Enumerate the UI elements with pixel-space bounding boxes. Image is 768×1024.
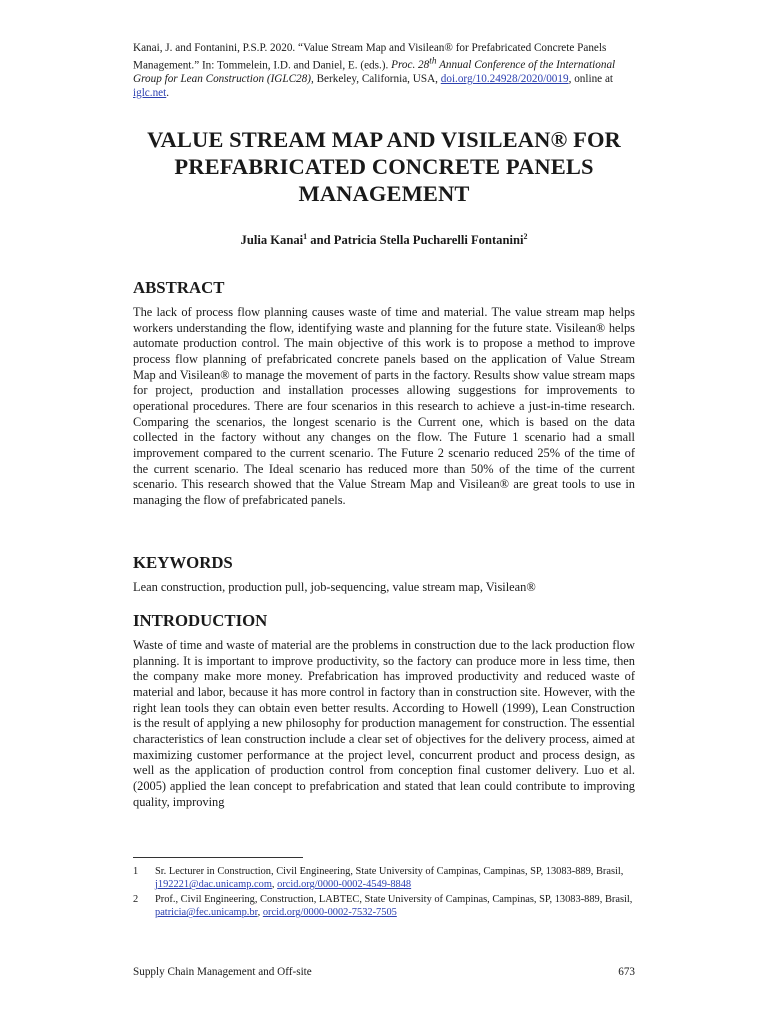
email-link[interactable]: patricia@fec.unicamp.br <box>155 907 258 919</box>
keywords-heading: KEYWORDS <box>133 553 233 572</box>
footnote-1: 1 Sr. Lecturer in Construction, Civil Engineering, State University of Campinas, Campinas, SP, 13083-889, Brasil, j192221@dac.unicamp.com, orcid.org/0000-0002-4549-8848 <box>133 866 624 891</box>
orcid-link[interactable]: orcid.org/0000-0002-4549-8848 <box>277 879 412 891</box>
footnote-ref-1: 1 <box>303 232 308 241</box>
footnote-number: 2 <box>133 894 139 905</box>
email-link[interactable]: j192221@dac.unicamp.com <box>155 879 272 891</box>
doi-link[interactable]: doi.org/10.24928/2020/0019 <box>440 72 569 85</box>
running-footer: Supply Chain Management and Off-site <box>133 966 312 978</box>
footnote-number: 1 <box>133 866 139 877</box>
introduction-heading: INTRODUCTION <box>133 611 268 630</box>
citation-header: Kanai, J. and Fontanini, P.S.P. 2020. “Value Stream Map and Visilean® for Prefabricated Concrete Panels Management.” In: Tommelein, I.D. and Daniel, E. (eds.). Proc. 28th Annual Conference of the International Group for Lean Construction (IGLC28), Berkeley, California, USA, doi.org/10.24928/2020/0019, online at iglc.net. <box>133 42 616 99</box>
footnote-2: 2 Prof., Civil Engineering, Construction, LABTEC, State University of Campinas, Campinas, SP, 13083-889, Brasil, patricia@fec.unicamp.br, orcid.org/0000-0002-7532-7505 <box>133 894 633 919</box>
orcid-link[interactable]: orcid.org/0000-0002-7532-7505 <box>262 907 397 919</box>
introduction-text: Waste of time and waste of material are the problems in construction due to the lack production flow planning. It is important to improve productivity, so the factory can produce more in less time, then the company make more money. Prefabrication has improved productivity and reduced waste of material and labor, because it has more control in factory than in construction site. However, with the right lean tools they can obtain even better results. According to Howell (1999), Lean Construction is the result of applying a new philosophy for production management for construction. The essential characteristics of lean construction include a clear set of objectives for the delivery process, aimed at maximizing customer performance at the project level, concurrent product and process design, as well as the application of production control from conception final customer delivery. Luo et al. (2005) applied the lean concept to prefabrication and stated that lean could contribute to improving quality, improving <box>133 638 635 809</box>
keywords-text: Lean construction, production pull, job-sequencing, value stream map, Visilean® <box>133 580 536 594</box>
proceedings-name: Proc. 28th Annual Conference of the International Group for Lean Construction (IGLC28), <box>133 56 616 85</box>
citation-text: Kanai, J. and Fontanini, P.S.P. 2020. “Value Stream Map and Visilean® for Prefabricated Concrete Panels Management.” In: Tommelein, I.D. and Daniel, E. (eds.). <box>133 42 607 72</box>
iglc-link[interactable]: iglc.net <box>133 86 167 99</box>
citation-location: Berkeley, California, USA, <box>313 72 441 85</box>
abstract-heading: ABSTRACT <box>133 278 225 297</box>
authors: Julia Kanai$^1$ and Patricia Stella Pucharelli Fontanini$^2$ <box>240 232 528 248</box>
abstract-text: The lack of process flow planning causes waste of time and material. The value stream map helps workers understanding the flow, identifying waste and planning for the future state. Visilean® helps automate production control. The main objective of this work is to propose a method to improve process flow planning of prefabricated concrete panels based on the application of Value Stream Map and Visilean® to manage the movement of parts in the factory. Results show value stream maps for project, production and installation processes allowing suggestions for improvements to operational procedures. There are four scenarios in this research to achieve a just-in-time research. Comparing the scenarios, the longest scenario is the Current one, which is based on the data collected in the factory without any changes on the flow. The Future 1 scenario had a small improvement compared to the current scenario. The Future 2 scenario reduced 25% of the time of the current scenario. The Ideal scenario has reduced more than 50% of the time of the current scenario. This research showed that the Value Stream Map and Visilean® are great tools to use in managing the flow of prefabricated panels. <box>133 305 635 507</box>
footnote-divider <box>133 857 303 858</box>
page-number: 673 <box>618 966 635 978</box>
footnote-ref-2: 2 <box>523 232 528 241</box>
paper-title: VALUE STREAM MAP AND VISILEAN® FOR PREFABRICATED CONCRETE PANELS MANAGEMENT <box>147 127 621 206</box>
